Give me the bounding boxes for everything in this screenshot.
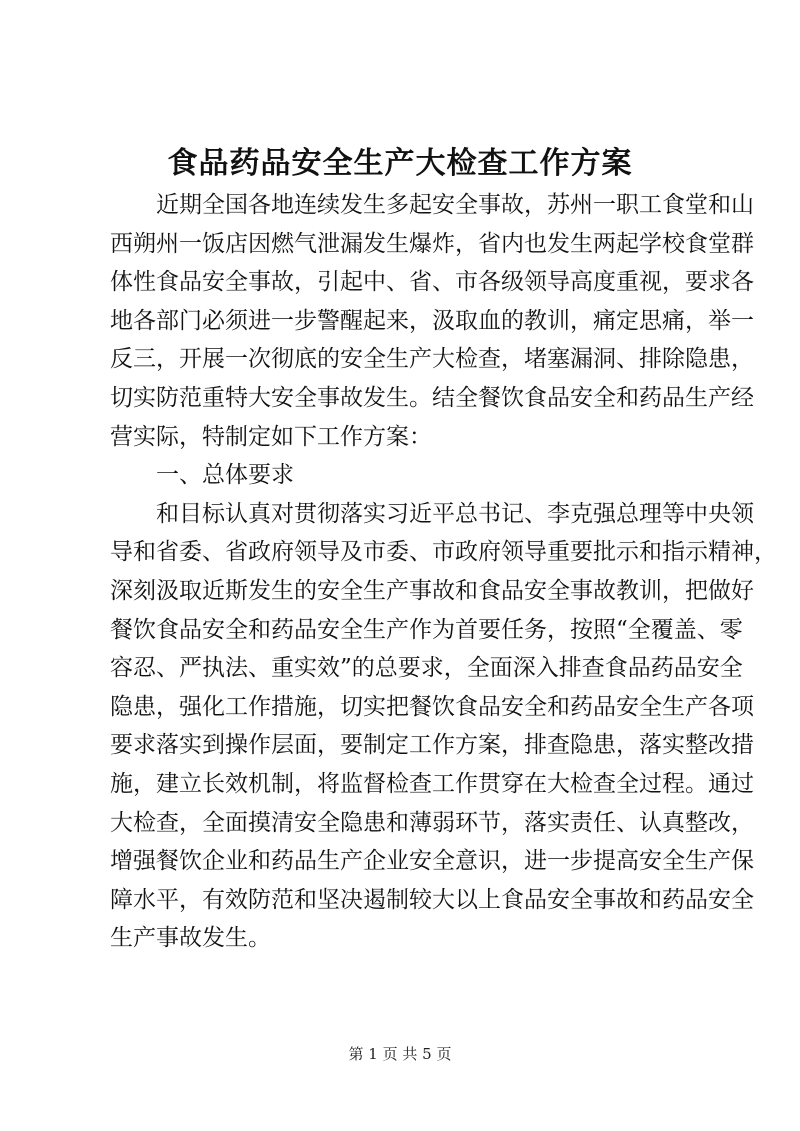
paragraph-line-3: 体性食品安全事故，引起中、省、市各级领导高度重视，要求各 [110,269,754,296]
paragraph-line-17: 增强餐饮企业和药品生产企业安全意识，进一步提高安全生产保 [110,848,754,875]
paragraph-line-10: 深刻汲取近斯发生的安全生产事故和食品安全事故教训，把做好 [110,577,754,604]
document-title: 食品药品安全生产大检查工作方案 [167,146,633,181]
page-number-footer: 第 1 页 共 5 页 [348,1045,452,1063]
paragraph-line-18: 障水平，有效防范和坚决遏制较大以上食品安全事故和药品安全 [110,886,754,913]
paragraph-line-2: 西朔州一饭店因燃气泄漏发生爆炸，省内也发生两起学校食堂群 [110,230,754,257]
paragraph-line-5: 反三，开展一次彻底的安全生产大检查，堵塞漏洞、排除隐患， [110,346,754,373]
paragraph-line-12: 容忍、严执法、重实效”的总要求，全面深入排查食品药品安全 [110,655,743,682]
paragraph-line-1: 近期全国各地连续发生多起安全事故，苏州一职工食堂和山 [156,192,754,218]
paragraph-line-13: 隐患，强化工作措施，切实把餐饮食品安全和药品安全生产各项 [110,693,754,720]
paragraph-line-11: 餐饮食品安全和药品安全生产作为首要任务，按照“全覆盖、零 [110,616,743,643]
paragraph-line-7: 营实际，特制定如下工作方案： [110,423,432,450]
paragraph-line-15: 施，建立长效机制，将监督检查工作贯穿在大检查全过程。通过 [110,770,754,797]
paragraph-line-4: 地各部门必须进一步警醒起来，汲取血的教训，痛定思痛，举一 [110,307,754,334]
document-body [110,186,777,958]
section-heading: 一、总体要求 [156,462,294,489]
paragraph-line-14: 要求落实到操作层面，要制定工作方案，排查隐患，落实整改措 [110,732,754,759]
paragraph-line-16: 大检查，全面摸清安全隐患和薄弱环节，落实责任、认真整改， [110,809,754,836]
paragraph-line-19: 生产事故发生。 [110,925,271,952]
paragraph-line-8: 和目标认真对贯彻落实习近平总书记、李克强总理等中央领 [156,500,754,527]
paragraph-line-6: 切实防范重特大安全事故发生。结全餐饮食品安全和药品生产经 [110,384,754,411]
paragraph-line-9: 导和省委、省政府领导及市委、市政府领导重要批示和指示精神， [110,539,777,566]
